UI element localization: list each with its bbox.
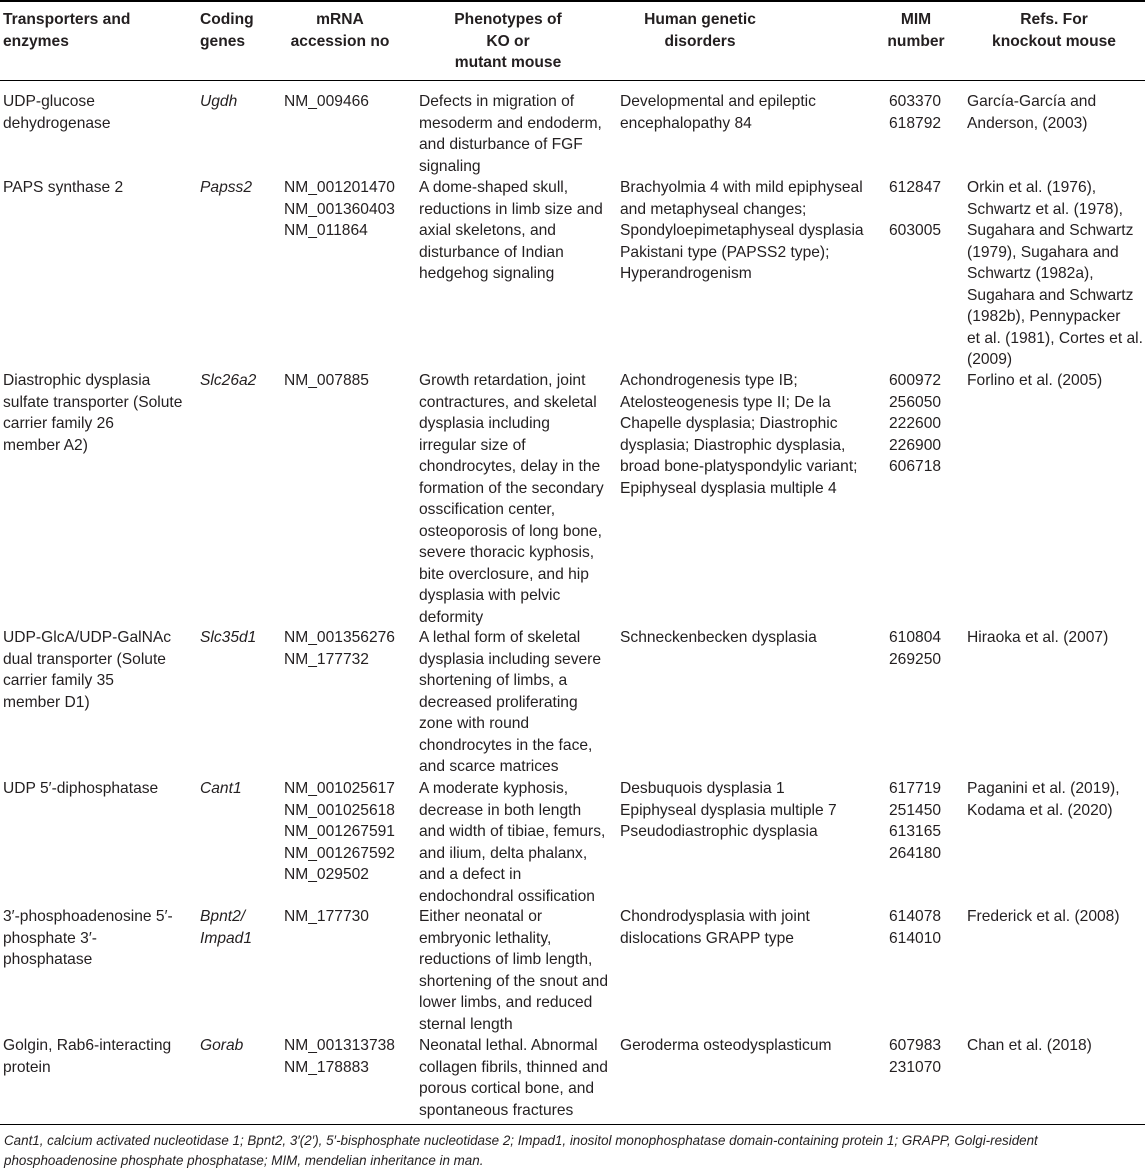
cell-line: dislocations GRAPP type [620, 929, 794, 947]
cell-disorder [620, 370, 858, 499]
cell-mrna [284, 91, 369, 113]
cell-line: Cant1 [200, 780, 242, 797]
cell-mrna [284, 778, 395, 886]
cell-line: Hiraoka et al. (2007) [967, 629, 1109, 646]
cell-line: Golgin, Rab6-interacting [3, 1037, 172, 1054]
cell-line: Pakistani type (PAPSS2 type); [620, 243, 830, 261]
cell-line: dysplasia including [419, 415, 550, 432]
cell-line: reductions of limb length, [419, 951, 593, 968]
cell-line [889, 199, 941, 221]
cell-line: 607983 [889, 1037, 942, 1054]
cell-line: NM_001267592 [284, 844, 395, 862]
cell-phenotype [419, 177, 603, 285]
cell-line: Impad1 [200, 929, 253, 947]
cell-gene [200, 91, 237, 113]
cell-line: A lethal form of skeletal [419, 629, 581, 646]
cell-line: Growth retardation, joint [419, 372, 586, 389]
cell-transporter [3, 778, 158, 800]
cell-line: irregular size of [419, 436, 526, 454]
cell-line: Neonatal lethal. Abnormal [419, 1037, 598, 1054]
cell-line: 614078 [889, 908, 942, 925]
cell-line: contractures, and skeletal [419, 393, 597, 411]
cell-line: and ilium, delta phalanx, [419, 844, 588, 862]
cell-line: member A2) [3, 436, 88, 454]
cell-line: NM_011864 [284, 222, 368, 239]
cell-line: Sugahara and Schwartz [967, 222, 1134, 239]
cell-line: Schneckenbecken dysplasia [620, 629, 817, 646]
cell-mim [889, 177, 941, 242]
header-cell-phenotype [454, 9, 561, 74]
cell-line: member D1) [3, 693, 90, 711]
cell-gene [200, 906, 252, 949]
cell-line: Gorab [200, 1037, 244, 1054]
cell-line: (1982b), Pennypacker [967, 308, 1121, 325]
header-line: Coding [200, 11, 254, 28]
header-line: mRNA [316, 11, 364, 28]
cell-mim [889, 906, 941, 949]
cell-line: lower limbs, and reduced [419, 994, 593, 1011]
cell-mim [889, 627, 941, 670]
cell-line: reductions in limb size and [419, 200, 603, 218]
header-cell-refs [992, 9, 1116, 52]
cell-line: Atelosteogenesis type II; De la [620, 393, 831, 411]
cell-refs [967, 91, 1096, 134]
table-header-rule [0, 80, 1145, 81]
cell-line: Schwartz (1982a), [967, 265, 1094, 282]
table-bottom-rule [0, 1124, 1145, 1125]
cell-line: Pseudodiastrophic dysplasia [620, 823, 818, 840]
cell-line: 222600 [889, 415, 942, 432]
cell-line: 614010 [889, 929, 942, 947]
cell-line: phosphatase [3, 951, 93, 968]
cell-phenotype [419, 370, 604, 628]
cell-line: Bpnt2/ [200, 908, 246, 925]
table-footnote [4, 1131, 1038, 1170]
cell-line: bite overclosure, and hip [419, 565, 589, 583]
cell-line: Epiphyseal dysplasia multiple 4 [620, 479, 837, 497]
cell-line: UDP 5′-diphosphatase [3, 780, 159, 797]
cell-transporter [3, 91, 111, 134]
cell-line: decrease in both length [419, 801, 582, 819]
cell-line: (2009) [967, 351, 1013, 368]
cell-mim [889, 1035, 941, 1078]
header-cell-transporter [3, 9, 130, 52]
cell-line: and disturbance of FGF [419, 136, 583, 153]
cell-disorder [620, 177, 864, 285]
cell-line: 600972 [889, 372, 942, 389]
cell-line: Sugahara and Schwartz [967, 286, 1134, 304]
cell-line: collagen fibrils, thinned and [419, 1058, 608, 1076]
cell-line: Desbuquois dysplasia 1 [620, 780, 785, 797]
cell-line: signaling [419, 157, 481, 175]
cell-line: Orkin et al. (1976), [967, 179, 1097, 196]
cell-line: NM_177732 [284, 650, 369, 668]
cell-mim [889, 778, 941, 864]
cell-transporter [3, 370, 182, 456]
cell-line: and scarce matrices [419, 758, 559, 775]
cell-line: 612847 [889, 179, 942, 196]
cell-line: NM_001360403 [284, 200, 395, 218]
cell-phenotype [419, 627, 601, 778]
cell-line: NM_177730 [284, 908, 369, 925]
cell-mrna [284, 1035, 395, 1078]
cell-line: Epiphyseal dysplasia multiple 7 [620, 801, 837, 819]
header-cell-gene [200, 9, 254, 52]
cell-line: axial skeletons, and [419, 222, 556, 239]
header-line: accession no [290, 32, 390, 50]
cell-line: osscification center, [419, 501, 556, 518]
cell-line: phosphate 3′- [3, 929, 97, 947]
cell-mrna [284, 177, 395, 242]
cell-line: UDP-GlcA/UDP-GalNAc [3, 629, 172, 646]
cell-line: Slc26a2 [200, 372, 257, 389]
cell-line: Ugdh [200, 93, 238, 110]
cell-line: UDP-glucose [3, 93, 95, 110]
cell-line: Papss2 [200, 179, 253, 196]
cell-mrna [284, 906, 369, 928]
cell-line: 231070 [889, 1058, 942, 1076]
cell-line: carrier family 35 [3, 672, 114, 689]
cell-line: Forlino et al. (2005) [967, 372, 1103, 389]
cell-line: Either neonatal or [419, 908, 543, 925]
cell-line: disturbance of Indian [419, 243, 564, 261]
cell-line: carrier family 26 [3, 415, 114, 432]
header-line: number [887, 32, 945, 50]
cell-line: Chondrodysplasia with joint [620, 908, 810, 925]
cell-line: Paganini et al. (2019), [967, 780, 1120, 797]
cell-line: Frederick et al. (2008) [967, 908, 1120, 925]
cell-line: osteoporosis of long bone, [419, 522, 602, 540]
cell-line: hedgehog signaling [419, 265, 555, 282]
cell-line: Slc35d1 [200, 629, 257, 646]
cell-gene [200, 370, 256, 392]
header-line: KO or [486, 32, 530, 50]
header-line: knockout mouse [992, 32, 1116, 50]
cell-line: 603005 [889, 222, 942, 239]
cell-line: 606718 [889, 458, 942, 475]
cell-line: Chapelle dysplasia; Diastrophic [620, 415, 838, 432]
cell-line: deformity [419, 608, 484, 626]
cell-disorder [620, 627, 817, 649]
cell-line: (1979), Sugahara and [967, 243, 1119, 261]
cell-mrna [284, 370, 369, 392]
header-cell-mim [887, 9, 944, 52]
cell-line: Spondyloepimetaphyseal dysplasia [620, 222, 864, 239]
cell-line: and metaphyseal changes; [620, 200, 807, 218]
cell-line: shortening of limbs, a [419, 672, 568, 689]
cell-line: endochondral ossification [419, 887, 595, 905]
cell-line: NM_007885 [284, 372, 369, 389]
header-line: Transporters and [3, 11, 131, 28]
cell-line: 256050 [889, 393, 942, 411]
cell-line: dysplasia; Diastrophic dysplasia, [620, 436, 846, 454]
table-top-rule [0, 0, 1145, 2]
cell-line: and width of tibiae, femurs, [419, 823, 606, 840]
cell-line: 269250 [889, 650, 942, 668]
cell-disorder [620, 91, 816, 134]
cell-line: dysplasia with pelvic [419, 587, 561, 604]
header-line: enzymes [3, 32, 69, 50]
cell-line: protein [3, 1058, 51, 1076]
cell-gene [200, 1035, 243, 1057]
header-cell-disorder [644, 9, 756, 52]
cell-line: 226900 [889, 436, 942, 454]
header-line: Phenotypes of [454, 11, 562, 28]
cell-line: PAPS synthase 2 [3, 179, 124, 196]
cell-refs [967, 627, 1108, 649]
cell-refs [967, 1035, 1092, 1057]
cell-line: 264180 [889, 844, 942, 862]
cell-line: 251450 [889, 801, 942, 819]
header-line: MIM [900, 11, 932, 28]
cell-line: A dome-shaped skull, [419, 179, 569, 196]
cell-line: mesoderm and endoderm, [419, 114, 602, 132]
cell-line: Chan et al. (2018) [967, 1037, 1092, 1054]
cell-phenotype [419, 1035, 608, 1121]
cell-disorder [620, 778, 837, 843]
cell-line: Developmental and epileptic [620, 93, 816, 110]
cell-line: Defects in migration of [419, 93, 575, 110]
cell-line: NM_178883 [284, 1058, 369, 1076]
cell-refs [967, 906, 1120, 928]
cell-line: 3′-phosphoadenosine 5′- [3, 908, 173, 925]
header-line: disorders [664, 32, 736, 50]
header-line: Human genetic [644, 11, 756, 28]
cell-line: 603370 [889, 93, 942, 110]
cell-line: Schwartz et al. (1978), [967, 200, 1124, 218]
header-cell-mrna [291, 9, 390, 52]
cell-line: NM_009466 [284, 93, 369, 110]
cell-line: dehydrogenase [3, 114, 111, 132]
cell-transporter [3, 627, 171, 713]
cell-line: chondrocytes in the face, [419, 736, 593, 754]
cell-line: Geroderma osteodysplasticum [620, 1037, 832, 1054]
cell-line: Diastrophic dysplasia [3, 372, 151, 389]
cell-line: 613165 [889, 823, 942, 840]
cell-gene [200, 627, 256, 649]
cell-transporter [3, 906, 173, 971]
cell-line: NM_001025618 [284, 801, 395, 819]
cell-line: chondrocytes, delay in the [419, 458, 601, 475]
cell-gene [200, 177, 252, 199]
cell-line: NM_001201470 [284, 179, 395, 196]
cell-mrna [284, 627, 395, 670]
cell-line: dual transporter (Solute [3, 650, 166, 668]
cell-line: 618792 [889, 114, 942, 132]
cell-line: decreased proliferating [419, 693, 578, 711]
cell-line: NM_001356276 [284, 629, 395, 646]
cell-line: García-García and [967, 93, 1097, 110]
cell-line: NM_029502 [284, 866, 369, 883]
cell-line: porous cortical bone, and [419, 1080, 595, 1097]
cell-line: formation of the secondary [419, 479, 604, 497]
cell-line: sternal length [419, 1015, 513, 1033]
cell-refs [967, 370, 1102, 392]
cell-line: 617719 [889, 780, 942, 797]
cell-line: et al. (1981), Cortes et al. [967, 329, 1143, 347]
cell-line: shortening of the snout and [419, 972, 608, 990]
header-line: mutant mouse [454, 54, 562, 71]
cell-mim [889, 370, 941, 478]
cell-refs [967, 778, 1120, 821]
cell-line: dysplasia including severe [419, 650, 602, 668]
cell-line: and a defect in [419, 866, 522, 883]
cell-line: spontaneous fractures [419, 1101, 574, 1119]
cell-phenotype [419, 91, 602, 177]
cell-phenotype [419, 906, 608, 1035]
cell-transporter [3, 177, 123, 199]
cell-mim [889, 91, 941, 134]
cell-line: broad bone-platyspondylic variant; [620, 458, 858, 475]
cell-line: 610804 [889, 629, 942, 646]
cell-line: NM_001267591 [284, 823, 395, 840]
cell-line: sulfate transporter (Solute [3, 393, 183, 411]
cell-line: embryonic lethality, [419, 929, 552, 947]
cell-line: Anderson, (2003) [967, 114, 1088, 132]
header-line: Refs. For [1020, 11, 1088, 28]
cell-line: severe thoracic kyphosis, [419, 544, 595, 561]
cell-line: encephalopathy 84 [620, 114, 752, 132]
cell-line: A moderate kyphosis, [419, 780, 569, 797]
footnote-line-1: Cant1, calcium activated nucleotidase 1; Bpnt2, 3′(2′), 5′-bisphosphate nucleotidase 2; Impad1, inositol monophosphatase domain-containing protein 1; GRAPP, Golgi-resident [4, 1133, 1038, 1148]
header-line: genes [200, 32, 246, 50]
cell-line: Kodama et al. (2020) [967, 801, 1113, 819]
cell-line: NM_001025617 [284, 780, 395, 797]
cell-transporter [3, 1035, 171, 1078]
cell-line: Brachyolmia 4 with mild epiphyseal [620, 179, 863, 196]
footnote-line-2: phosphoadenosine phosphate phosphatase; MIM, mendelian inheritance in man. [4, 1152, 484, 1168]
cell-phenotype [419, 778, 605, 907]
cell-line: Hyperandrogenism [620, 265, 752, 282]
cell-line: zone with round [419, 715, 530, 732]
cell-disorder [620, 1035, 831, 1057]
cell-line: NM_001313738 [284, 1037, 395, 1054]
cell-disorder [620, 906, 810, 949]
cell-gene [200, 778, 242, 800]
cell-refs [967, 177, 1143, 371]
cell-line: Achondrogenesis type IB; [620, 372, 798, 389]
